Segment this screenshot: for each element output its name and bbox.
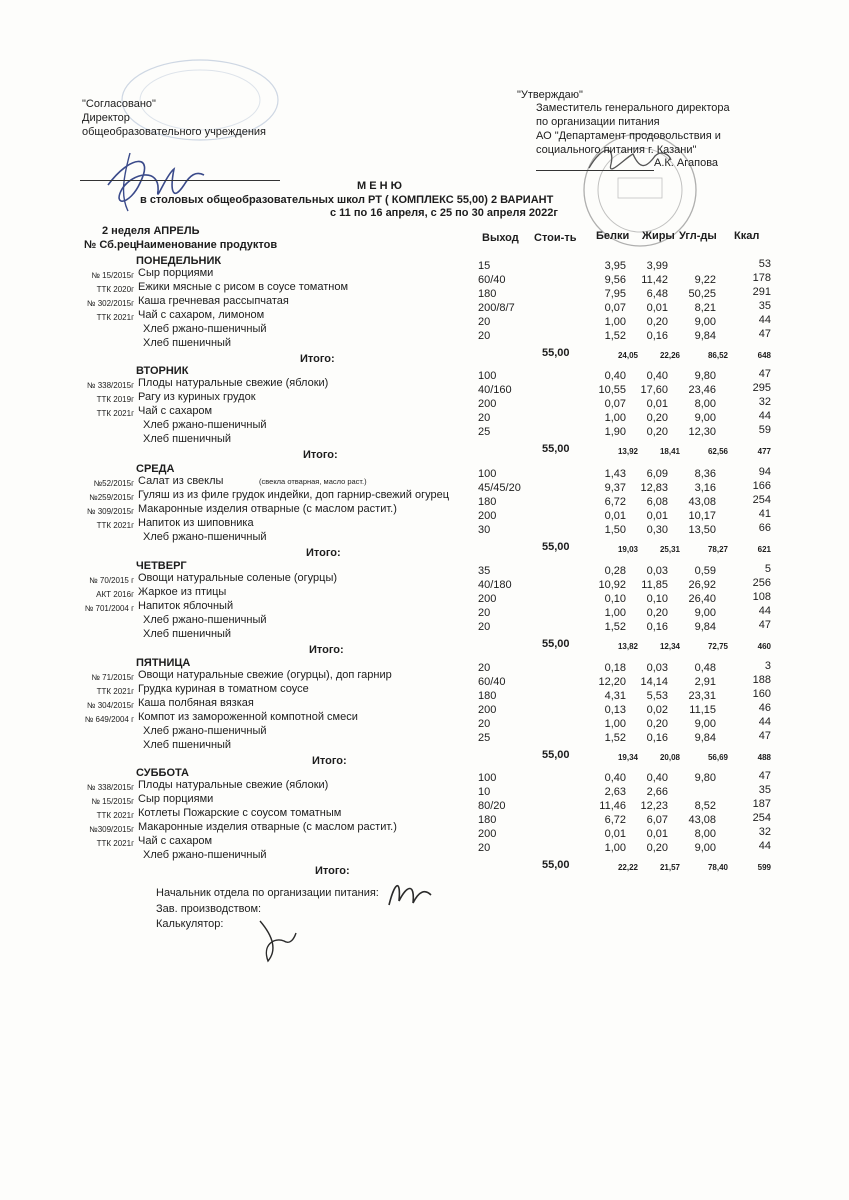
protein-value: 1,52 bbox=[604, 732, 626, 744]
menu-title: М Е Н Ю bbox=[357, 180, 402, 192]
carbs-value: 9,80 bbox=[694, 772, 716, 784]
protein-value: 0,40 bbox=[604, 772, 626, 784]
recipe-ref: ТТК 2019г bbox=[96, 395, 134, 404]
dish-name: Напиток из шиповника bbox=[138, 517, 254, 529]
protein-value: 6,72 bbox=[604, 496, 626, 508]
total-fat: 25,31 bbox=[659, 545, 680, 554]
fat-value: 0,20 bbox=[646, 316, 668, 328]
protein-value: 1,52 bbox=[604, 621, 626, 633]
total-kcal: 621 bbox=[757, 545, 771, 554]
kcal-value: 32 bbox=[758, 826, 771, 838]
kcal-value: 47 bbox=[758, 619, 771, 631]
fat-value: 11,85 bbox=[641, 579, 668, 591]
carbs-value: 8,21 bbox=[694, 302, 716, 314]
kcal-value: 35 bbox=[758, 300, 771, 312]
footer-production-manager: Зав. производством: bbox=[156, 903, 262, 915]
fat-value: 6,07 bbox=[646, 814, 668, 826]
dish-name: Сыр порциями bbox=[138, 793, 214, 805]
carbs-value: 12,30 bbox=[688, 426, 716, 438]
dish-name: Хлеб ржано-пшеничный bbox=[143, 849, 267, 861]
col-fat: Жиры bbox=[642, 230, 675, 242]
recipe-ref: ТТК 2021г bbox=[96, 409, 134, 418]
dish-name: Плоды натуральные свежие (яблоки) bbox=[138, 377, 329, 389]
carbs-value: 9,84 bbox=[694, 732, 716, 744]
dish-name: Хлеб ржано-пшеничный bbox=[143, 531, 267, 543]
fat-value: 0,30 bbox=[646, 524, 668, 536]
portion-value: 45/45/20 bbox=[478, 482, 521, 494]
carbs-value: 3,16 bbox=[694, 482, 716, 494]
dish-name: Плоды натуральные свежие (яблоки) bbox=[138, 779, 329, 791]
carbs-value: 43,08 bbox=[688, 496, 716, 508]
fat-value: 12,23 bbox=[640, 800, 668, 812]
portion-value: 200 bbox=[478, 593, 497, 605]
menu-subtitle: в столовых общеобразовательных школ РТ ( КОМПЛЕКС 55,00) 2 ВАРИАНТ bbox=[140, 194, 554, 206]
kcal-value: 46 bbox=[758, 702, 771, 714]
carbs-value: 43,08 bbox=[688, 814, 716, 826]
recipe-ref: № 70/2015 г bbox=[89, 576, 134, 585]
dish-name: Овощи натуральные соленые (огурцы) bbox=[138, 572, 338, 584]
protein-value: 1,00 bbox=[604, 607, 626, 619]
dish-name: Компот из замороженной компотной смеси bbox=[138, 711, 358, 723]
total-label: Итого: bbox=[300, 353, 335, 365]
dish-name: Хлеб пшеничный bbox=[143, 433, 232, 445]
carbs-value: 9,00 bbox=[694, 607, 716, 619]
total-carbs: 56,69 bbox=[707, 753, 728, 762]
dish-name: Сыр порциями bbox=[138, 267, 214, 279]
total-cost: 55,00 bbox=[542, 347, 570, 359]
protein-value: 0,40 bbox=[604, 370, 626, 382]
fat-value: 2,66 bbox=[646, 786, 668, 798]
dish-name: Гуляш из из филе грудок индейки, доп гарнир-свежий огурец bbox=[138, 489, 450, 501]
portion-value: 80/20 bbox=[478, 800, 506, 812]
dish-name: Хлеб ржано-пшеничный bbox=[143, 323, 267, 335]
portion-value: 200 bbox=[478, 510, 497, 522]
portion-value: 35 bbox=[478, 565, 491, 577]
portion-value: 200 bbox=[478, 704, 497, 716]
carbs-value: 9,00 bbox=[694, 412, 716, 424]
kcal-value: 66 bbox=[758, 522, 771, 534]
protein-value: 7,95 bbox=[604, 288, 626, 300]
carbs-value: 9,00 bbox=[694, 718, 716, 730]
fat-value: 0,20 bbox=[646, 718, 668, 730]
kcal-value: 178 bbox=[752, 272, 771, 284]
day-title: ВТОРНИК bbox=[136, 365, 189, 377]
approval-right-signature-line bbox=[536, 170, 654, 171]
total-cost: 55,00 bbox=[542, 638, 570, 650]
recipe-ref: ТТК 2021г bbox=[96, 839, 134, 848]
approval-right-title: "Утверждаю" bbox=[517, 89, 583, 101]
kcal-value: 256 bbox=[752, 577, 771, 589]
carbs-value: 13,50 bbox=[688, 524, 716, 536]
kcal-value: 59 bbox=[758, 424, 771, 436]
dish-name: Салат из свеклы bbox=[138, 475, 224, 487]
total-kcal: 488 bbox=[757, 753, 771, 762]
total-carbs: 78,40 bbox=[707, 863, 728, 872]
carbs-value: 0,48 bbox=[694, 662, 716, 674]
carbs-value: 0,59 bbox=[694, 565, 716, 577]
dish-name: Хлеб ржано-пшеничный bbox=[143, 725, 267, 737]
col-carbs: Угл-ды bbox=[679, 230, 717, 242]
kcal-value: 47 bbox=[758, 730, 771, 742]
recipe-ref: № 302/2015г bbox=[86, 299, 134, 308]
protein-value: 1,00 bbox=[604, 842, 626, 854]
approval-right-line3: АО "Департамент продовольствия и bbox=[536, 130, 721, 142]
carbs-value: 50,25 bbox=[688, 288, 716, 300]
recipe-ref: № 338/2015г bbox=[86, 783, 134, 792]
fat-value: 0,20 bbox=[646, 412, 668, 424]
approval-right-line2: по организации питания bbox=[536, 116, 660, 128]
portion-value: 10 bbox=[478, 786, 491, 798]
portion-value: 60/40 bbox=[478, 676, 506, 688]
protein-value: 10,55 bbox=[598, 384, 626, 396]
protein-value: 2,63 bbox=[604, 786, 626, 798]
portion-value: 200/8/7 bbox=[478, 302, 515, 314]
fat-value: 14,14 bbox=[640, 676, 668, 688]
carbs-value: 9,00 bbox=[694, 316, 716, 328]
footer-head-of-department: Начальник отдела по организации питания: bbox=[156, 887, 379, 899]
protein-value: 9,56 bbox=[604, 274, 626, 286]
fat-value: 0,01 bbox=[646, 302, 668, 314]
carbs-value: 8,00 bbox=[694, 398, 716, 410]
recipe-ref: №259/2015г bbox=[89, 493, 134, 502]
protein-value: 1,50 bbox=[604, 524, 626, 536]
portion-value: 20 bbox=[478, 607, 491, 619]
day-title: ПОНЕДЕЛЬНИК bbox=[136, 255, 222, 267]
recipe-ref: ТТК 2020г bbox=[96, 285, 134, 294]
protein-value: 1,90 bbox=[604, 426, 626, 438]
total-carbs: 62,56 bbox=[707, 447, 728, 456]
approval-left-line1: Директор bbox=[82, 112, 130, 124]
dish-name: Котлеты Пожарские с соусом томатным bbox=[138, 807, 342, 819]
protein-value: 1,52 bbox=[604, 330, 626, 342]
kcal-value: 187 bbox=[752, 798, 771, 810]
total-kcal: 460 bbox=[757, 642, 771, 651]
dish-name: Каша полбяная вязкая bbox=[138, 697, 254, 709]
fat-value: 0,20 bbox=[646, 842, 668, 854]
portion-value: 60/40 bbox=[478, 274, 506, 286]
protein-value: 9,37 bbox=[604, 482, 626, 494]
fat-value: 3,99 bbox=[646, 260, 668, 272]
dish-name: Напиток яблочный bbox=[138, 600, 234, 612]
recipe-ref: № 309/2015г bbox=[86, 507, 134, 516]
protein-value: 1,00 bbox=[604, 316, 626, 328]
recipe-ref: № 15/2015г bbox=[91, 271, 134, 280]
day-title: СРЕДА bbox=[136, 463, 175, 475]
total-protein: 13,92 bbox=[617, 447, 638, 456]
fat-value: 0,03 bbox=[646, 662, 668, 674]
approval-right-line4: социального питания г. Казани" bbox=[536, 144, 697, 156]
kcal-value: 108 bbox=[752, 591, 771, 603]
portion-value: 180 bbox=[478, 288, 497, 300]
dish-name: Овощи натуральные свежие (огурцы), доп гарнир bbox=[138, 669, 392, 681]
dish-name: Хлеб ржано-пшеничный bbox=[143, 419, 267, 431]
portion-value: 15 bbox=[478, 260, 491, 272]
kcal-value: 160 bbox=[752, 688, 771, 700]
day-title: ЧЕТВЕРГ bbox=[136, 560, 187, 572]
fat-value: 0,16 bbox=[646, 621, 668, 633]
total-fat: 12,34 bbox=[659, 642, 680, 651]
carbs-value: 9,00 bbox=[694, 842, 716, 854]
kcal-value: 3 bbox=[764, 660, 771, 672]
protein-value: 0,07 bbox=[604, 398, 626, 410]
recipe-ref: ТТК 2021г bbox=[96, 313, 134, 322]
carbs-value: 10,17 bbox=[688, 510, 716, 522]
protein-value: 0,10 bbox=[604, 593, 626, 605]
portion-value: 40/180 bbox=[478, 579, 512, 591]
fat-value: 6,09 bbox=[646, 468, 668, 480]
day-title: ПЯТНИЦА bbox=[136, 657, 191, 669]
recipe-ref: ТТК 2021г bbox=[96, 687, 134, 696]
footer-calculator: Калькулятор: bbox=[156, 918, 224, 930]
total-fat: 20,08 bbox=[659, 753, 680, 762]
protein-value: 10,92 bbox=[598, 579, 626, 591]
carbs-value: 9,84 bbox=[694, 330, 716, 342]
signature-footer-1 bbox=[385, 875, 435, 915]
dish-name: Рагу из куриных грудок bbox=[138, 391, 256, 403]
kcal-value: 254 bbox=[752, 812, 771, 824]
recipe-ref: №309/2015г bbox=[89, 825, 134, 834]
carbs-value: 8,36 bbox=[694, 468, 716, 480]
col-kcal: Ккал bbox=[734, 230, 760, 242]
dish-name: Хлеб ржано-пшеничный bbox=[143, 614, 267, 626]
carbs-value: 26,92 bbox=[688, 579, 716, 591]
dish-name: Чай с сахаром bbox=[138, 405, 213, 417]
fat-value: 0,40 bbox=[646, 370, 668, 382]
kcal-value: 44 bbox=[758, 716, 771, 728]
dish-note: (свекла отварная, масло раст.) bbox=[259, 477, 367, 486]
portion-value: 20 bbox=[478, 842, 491, 854]
total-carbs: 86,52 bbox=[707, 351, 728, 360]
portion-value: 20 bbox=[478, 662, 491, 674]
kcal-value: 44 bbox=[758, 410, 771, 422]
total-fat: 18,41 bbox=[659, 447, 680, 456]
protein-value: 0,28 bbox=[604, 565, 626, 577]
total-label: Итого: bbox=[309, 644, 344, 656]
dish-name: Жаркое из птицы bbox=[138, 586, 227, 598]
col-cost: Стои-ть bbox=[534, 232, 577, 244]
portion-value: 100 bbox=[478, 468, 497, 480]
recipe-ref: № 338/2015г bbox=[86, 381, 134, 390]
approval-right-signer: А.К. Агапова bbox=[654, 157, 719, 169]
total-fat: 21,57 bbox=[659, 863, 680, 872]
recipe-ref: № 71/2015г bbox=[91, 673, 134, 682]
fat-value: 0,01 bbox=[646, 510, 668, 522]
kcal-value: 47 bbox=[758, 328, 771, 340]
carbs-value: 23,31 bbox=[688, 690, 716, 702]
fat-value: 0,01 bbox=[646, 828, 668, 840]
protein-value: 0,13 bbox=[604, 704, 626, 716]
carbs-value: 9,84 bbox=[694, 621, 716, 633]
total-cost: 55,00 bbox=[542, 541, 570, 553]
fat-value: 0,02 bbox=[646, 704, 668, 716]
dish-name: Макаронные изделия отварные (с маслом растит.) bbox=[138, 821, 397, 833]
portion-value: 200 bbox=[478, 828, 497, 840]
recipe-ref: № 15/2015г bbox=[91, 797, 134, 806]
fat-value: 0,01 bbox=[646, 398, 668, 410]
recipe-ref: № 701/2004 г bbox=[84, 604, 134, 613]
fat-value: 11,42 bbox=[641, 274, 668, 286]
kcal-value: 291 bbox=[752, 286, 771, 298]
total-label: Итого: bbox=[306, 547, 341, 559]
kcal-value: 47 bbox=[758, 368, 771, 380]
fat-value: 0,40 bbox=[646, 772, 668, 784]
dish-name: Грудка куриная в томатном соусе bbox=[138, 683, 309, 695]
fat-value: 0,16 bbox=[646, 732, 668, 744]
dish-name: Чай с сахаром, лимоном bbox=[138, 309, 265, 321]
kcal-value: 188 bbox=[752, 674, 771, 686]
recipe-ref: №52/2015г bbox=[93, 479, 134, 488]
dish-name: Хлеб пшеничный bbox=[143, 337, 232, 349]
fat-value: 12,83 bbox=[640, 482, 668, 494]
portion-value: 100 bbox=[478, 370, 497, 382]
portion-value: 180 bbox=[478, 814, 497, 826]
menu-dates: с 11 по 16 апреля, с 25 по 30 апреля 2022г bbox=[330, 207, 558, 219]
portion-value: 180 bbox=[478, 496, 497, 508]
protein-value: 0,01 bbox=[604, 828, 626, 840]
fat-value: 0,16 bbox=[646, 330, 668, 342]
total-cost: 55,00 bbox=[542, 749, 570, 761]
approval-left-line2: общеобразовательного учреждения bbox=[82, 126, 266, 138]
protein-value: 4,31 bbox=[604, 690, 626, 702]
portion-value: 200 bbox=[478, 398, 497, 410]
col-recipe: № Сб.рец bbox=[84, 239, 137, 251]
fat-value: 0,20 bbox=[646, 426, 668, 438]
protein-value: 3,95 bbox=[604, 260, 626, 272]
portion-value: 20 bbox=[478, 621, 491, 633]
dish-name: Чай с сахаром bbox=[138, 835, 213, 847]
dish-name: Каша гречневая рассыпчатая bbox=[138, 295, 289, 307]
total-protein: 24,05 bbox=[617, 351, 638, 360]
portion-value: 100 bbox=[478, 772, 497, 784]
kcal-value: 41 bbox=[758, 508, 771, 520]
fat-value: 6,48 bbox=[646, 288, 668, 300]
recipe-ref: АКТ 2016г bbox=[96, 590, 134, 599]
kcal-value: 44 bbox=[758, 314, 771, 326]
total-carbs: 72,75 bbox=[707, 642, 728, 651]
protein-value: 0,18 bbox=[604, 662, 626, 674]
dish-name: Хлеб пшеничный bbox=[143, 739, 232, 751]
fat-value: 6,08 bbox=[646, 496, 668, 508]
total-label: Итого: bbox=[303, 449, 338, 461]
portion-value: 20 bbox=[478, 718, 491, 730]
carbs-value: 9,80 bbox=[694, 370, 716, 382]
fat-value: 0,03 bbox=[646, 565, 668, 577]
kcal-value: 44 bbox=[758, 605, 771, 617]
protein-value: 1,00 bbox=[604, 718, 626, 730]
kcal-value: 32 bbox=[758, 396, 771, 408]
portion-value: 25 bbox=[478, 426, 491, 438]
carbs-value: 9,22 bbox=[694, 274, 716, 286]
recipe-ref: ТТК 2021г bbox=[96, 521, 134, 530]
protein-value: 1,43 bbox=[604, 468, 626, 480]
protein-value: 12,20 bbox=[598, 676, 626, 688]
approval-right-line1: Заместитель генерального директора bbox=[536, 102, 730, 114]
total-kcal: 477 bbox=[757, 447, 771, 456]
fat-value: 0,20 bbox=[646, 607, 668, 619]
carbs-value: 8,00 bbox=[694, 828, 716, 840]
recipe-ref: № 649/2004 г bbox=[84, 715, 134, 724]
dish-name: Хлеб пшеничный bbox=[143, 628, 232, 640]
total-protein: 19,03 bbox=[617, 545, 638, 554]
protein-value: 0,07 bbox=[604, 302, 626, 314]
protein-value: 6,72 bbox=[604, 814, 626, 826]
portion-value: 25 bbox=[478, 732, 491, 744]
total-kcal: 648 bbox=[757, 351, 771, 360]
carbs-value: 11,15 bbox=[689, 704, 716, 716]
total-label: Итого: bbox=[312, 755, 347, 767]
carbs-value: 2,91 bbox=[694, 676, 716, 688]
carbs-value: 23,46 bbox=[688, 384, 716, 396]
kcal-value: 295 bbox=[752, 382, 771, 394]
col-portion: Выход bbox=[482, 232, 519, 244]
dish-name: Макаронные изделия отварные (с маслом растит.) bbox=[138, 503, 397, 515]
carbs-value: 8,52 bbox=[694, 800, 716, 812]
portion-value: 40/160 bbox=[478, 384, 512, 396]
kcal-value: 254 bbox=[752, 494, 771, 506]
recipe-ref: ТТК 2021г bbox=[96, 811, 134, 820]
approval-left-title: "Согласовано" bbox=[82, 98, 156, 110]
total-fat: 22,26 bbox=[659, 351, 680, 360]
week-label: 2 неделя АПРЕЛЬ bbox=[102, 225, 200, 237]
portion-value: 180 bbox=[478, 690, 497, 702]
total-label: Итого: bbox=[315, 865, 350, 877]
day-title: СУББОТА bbox=[136, 767, 189, 779]
portion-value: 20 bbox=[478, 316, 491, 328]
total-protein: 13,82 bbox=[617, 642, 638, 651]
protein-value: 0,01 bbox=[604, 510, 626, 522]
fat-value: 17,60 bbox=[640, 384, 668, 396]
kcal-value: 44 bbox=[758, 840, 771, 852]
fat-value: 0,10 bbox=[646, 593, 668, 605]
recipe-ref: № 304/2015г bbox=[86, 701, 134, 710]
kcal-value: 35 bbox=[758, 784, 771, 796]
kcal-value: 47 bbox=[758, 770, 771, 782]
fat-value: 5,53 bbox=[646, 690, 668, 702]
signature-footer-2 bbox=[250, 915, 300, 965]
col-protein: Белки bbox=[596, 230, 630, 242]
kcal-value: 166 bbox=[752, 480, 771, 492]
total-cost: 55,00 bbox=[542, 859, 570, 871]
kcal-value: 5 bbox=[764, 563, 771, 575]
approval-left-signature-line bbox=[80, 180, 280, 181]
protein-value: 1,00 bbox=[604, 412, 626, 424]
total-kcal: 599 bbox=[757, 863, 771, 872]
kcal-value: 94 bbox=[758, 466, 771, 478]
total-protein: 19,34 bbox=[617, 753, 638, 762]
col-name: Наименование продуктов bbox=[136, 239, 278, 251]
kcal-value: 53 bbox=[758, 258, 771, 270]
portion-value: 20 bbox=[478, 330, 491, 342]
portion-value: 30 bbox=[478, 524, 491, 536]
total-protein: 22,22 bbox=[617, 863, 638, 872]
total-cost: 55,00 bbox=[542, 443, 570, 455]
protein-value: 11,46 bbox=[599, 800, 626, 812]
portion-value: 20 bbox=[478, 412, 491, 424]
total-carbs: 78,27 bbox=[707, 545, 728, 554]
carbs-value: 26,40 bbox=[688, 593, 716, 605]
dish-name: Ежики мясные с рисом в соусе томатном bbox=[138, 281, 349, 293]
